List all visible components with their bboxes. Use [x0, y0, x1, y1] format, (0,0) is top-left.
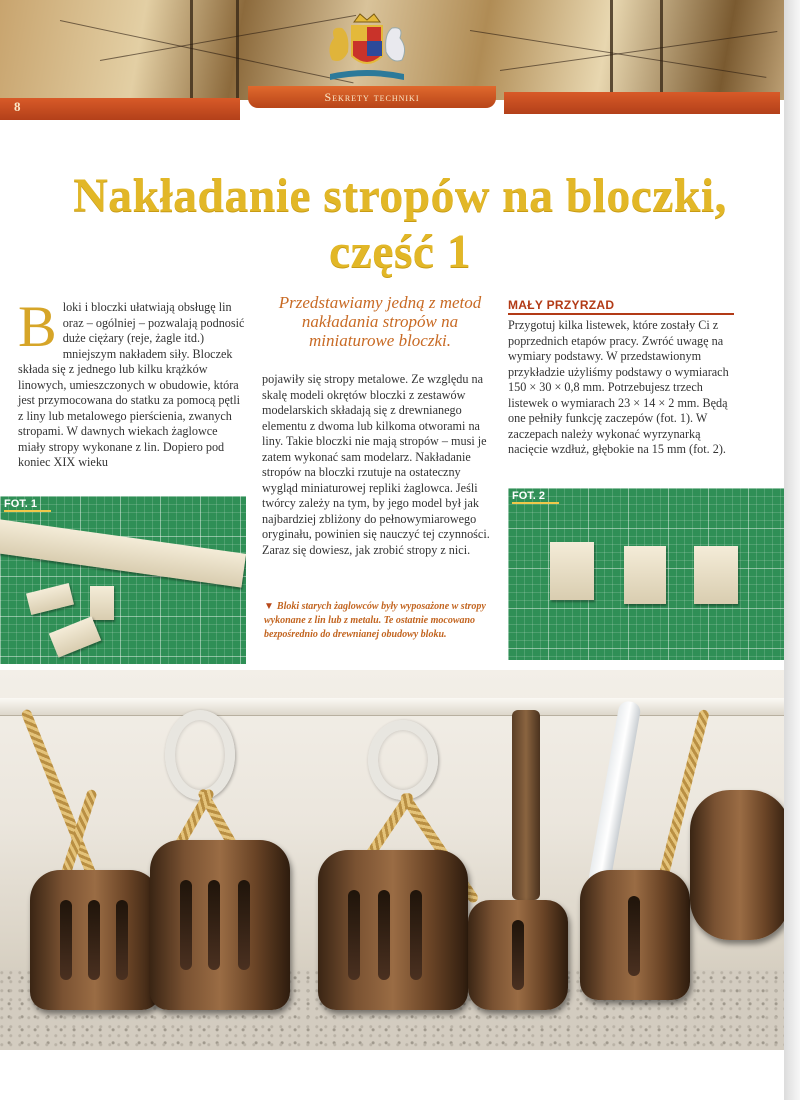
column-2-text: pojawiły się stropy metalowe. Ze względu na skalę modeli okrętów bloczki z zestawów modelarskich składają się z drewnianego elementu z dwoma lub kilkoma otworami na liny. Takie bloczki nie mają stropów – musi je zatem wykonać sam modelarz. Nakładanie stropów na bloczki rzutuje na ostateczny wygląd miniaturowej repliki żaglowca. Jeśli twórcy zależy na tym, by jego model był jak najbardziej zbliżony do pełnowymiarowego oryginału, powinien się nauczyć tej czynności. Zaraz się dowiesz, jak zrobić stropy z nici.	[262, 372, 490, 557]
sheave-slot	[238, 880, 250, 970]
photo-1	[0, 496, 246, 664]
sheave-slot	[628, 896, 640, 976]
rigging-line	[500, 31, 777, 71]
title-line-1: Nakładanie stropów na bloczki,	[73, 169, 727, 222]
photo-2	[508, 488, 784, 660]
photo-2-label: FOT. 2	[512, 490, 559, 504]
sheave-slot	[116, 900, 128, 980]
sheave-slot	[410, 890, 422, 980]
notched-cleat	[550, 542, 594, 600]
sheave-slot	[378, 890, 390, 980]
sheave-slot	[512, 920, 524, 990]
header-bar	[0, 98, 240, 120]
page-edge	[784, 0, 800, 1100]
sheave-slot	[88, 900, 100, 980]
caption-text: Bloki starych żaglowców były wyposażone w stropy wykonane z lin lub z metalu. Te ostatnie mocowano bezpośrednio do drewnianej obudowy bloku.	[264, 601, 486, 640]
wooden-cleat	[26, 583, 74, 615]
round-block	[690, 790, 790, 940]
iron-hook	[165, 710, 235, 800]
header-rigging-photo	[0, 0, 800, 100]
section-tab: Sekrety techniki	[248, 86, 496, 108]
mast-line	[610, 0, 613, 100]
article-title	[40, 168, 760, 280]
photo-caption	[264, 600, 500, 642]
sheave-slot	[60, 900, 72, 980]
drop-cap: B	[18, 294, 57, 359]
title-line-2: część 1	[329, 225, 471, 278]
pulley-block	[150, 840, 290, 1010]
pulley-block	[30, 870, 160, 1010]
column-1-text: loki i bloczki ułatwiają obsługę lin oraz – ogólniej – pozwalają podnosić duże ciężary (reje, żagle itd.) mniejszym nakładem siły. Bloczek składa się z jednego lub kilku krążków linowych, umieszczonych w obudowie, która jest przymocowana do statku za pomocą pętli z liny lub metalowego pierścienia, zwanych stropami. W dawnych wiekach żaglowce miały stropy wykonane z lin. Dopiero pod koniec XIX wieku	[18, 300, 245, 469]
single-block	[468, 900, 568, 1010]
column-3-text: Przygotuj kilka listewek, które zostały Ci z poprzednich etapów pracy. Zwróć uwagę na wymiary podstawy. W przedstawionym przykładzie użyliśmy podstawy o wymiarach 150 × 30 × 0,8 mm. Potrzebujesz trzech listewek o wymiarach 23 × 14 × 2 mm. Będą one pełniły funkcję zaczepów (fot. 1). W zaczepach należy wykonać wyrzynarką nacięcie wzdłuż, głębokie na 15 mm (fot. 2).	[508, 318, 729, 456]
royal-crest-icon	[312, 8, 422, 88]
photo-1-label: FOT. 1	[4, 498, 51, 512]
sheave-slot	[180, 880, 192, 970]
sidebar-heading: MAŁY PRZYRZAD	[508, 298, 734, 315]
sheave-slot	[208, 880, 220, 970]
mast-line	[660, 0, 663, 100]
wooden-cleat	[90, 586, 114, 620]
ship-blocks-photo	[0, 670, 790, 1050]
sheave-slot	[348, 890, 360, 980]
iron-hook	[368, 720, 438, 800]
column-1	[18, 294, 246, 471]
notched-cleat	[624, 546, 666, 604]
mast-line	[190, 0, 193, 100]
rigging-line	[60, 20, 354, 83]
header-bar	[504, 92, 780, 114]
lead-paragraph: Przedstawiamy jedną z metod nakładania stropów na miniaturowe bloczki.	[278, 293, 482, 350]
notched-cleat	[694, 546, 738, 604]
single-block	[580, 870, 690, 1000]
page-number: 8	[14, 99, 21, 114]
mast-line	[236, 0, 239, 100]
iron-shackle	[512, 710, 540, 900]
wooden-cleat	[49, 616, 101, 657]
wooden-base-strip	[0, 518, 246, 587]
wall-trim	[0, 698, 790, 716]
pulley-block	[318, 850, 468, 1010]
triangle-down-icon: ▼	[264, 601, 274, 612]
